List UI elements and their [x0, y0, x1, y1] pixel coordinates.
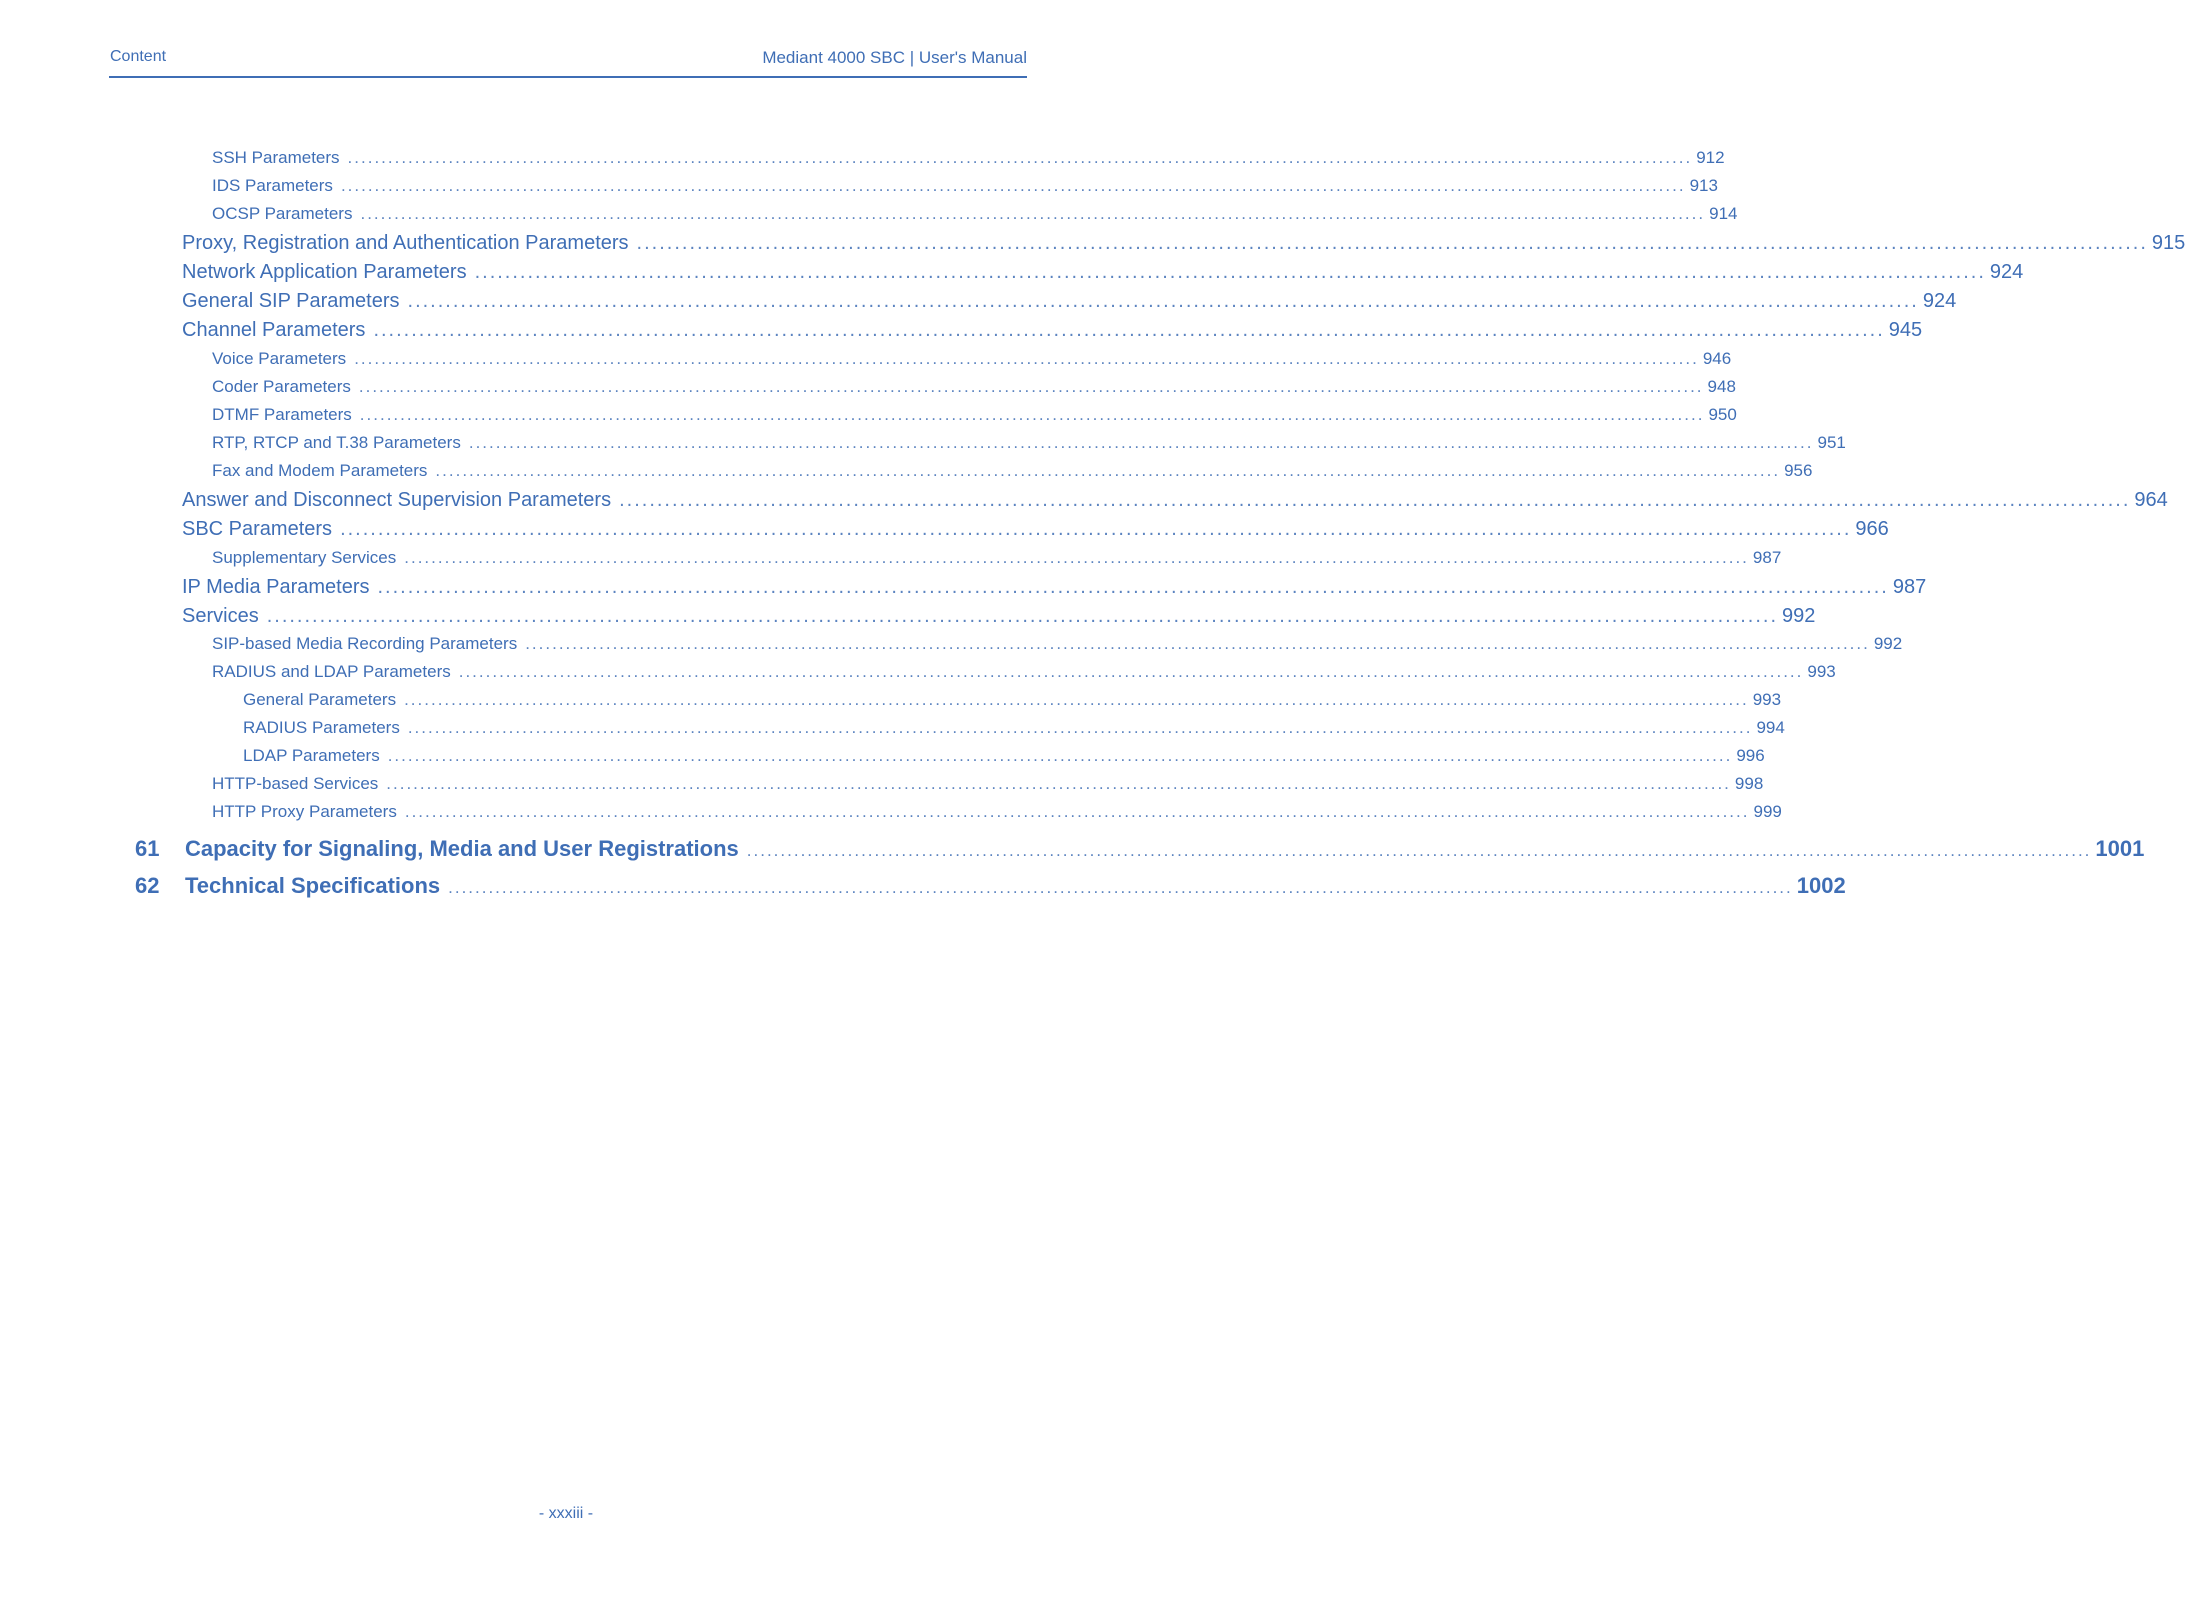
- toc-dot-leader: ........................................................................................................................................................................................................: [407, 290, 1919, 312]
- toc-entry[interactable]: [212, 433, 1846, 453]
- toc-dot-leader: ........................................................................................................................................................................................................: [347, 148, 1693, 167]
- toc-entry[interactable]: [182, 489, 2168, 512]
- toc-page-number[interactable]: 915: [2151, 232, 2185, 254]
- toc-entry[interactable]: [135, 836, 2145, 862]
- toc-entry-title[interactable]: SBC Parameters: [182, 518, 333, 540]
- toc-entry[interactable]: [212, 461, 1813, 481]
- toc-dot-leader: ........................................................................................................................................................................................................: [360, 204, 1706, 223]
- toc-entry[interactable]: [212, 176, 1718, 196]
- toc-entry[interactable]: [135, 873, 1846, 899]
- header-section-label: Content: [110, 48, 167, 65]
- header-manual-title: Mediant 4000 SBC | User's Manual: [762, 48, 1027, 67]
- toc-dot-leader: ........................................................................................................................................................................................................: [266, 605, 1779, 627]
- toc-dot-leader: ........................................................................................................................................................................................................: [358, 377, 1704, 396]
- toc-dot-leader: ........................................................................................................................................................................................................: [340, 518, 1852, 540]
- toc-page-number[interactable]: 946: [1702, 349, 1732, 368]
- toc-chapter-number: 62: [135, 873, 160, 898]
- toc-entry-title[interactable]: Proxy, Registration and Authentication Parameters: [182, 232, 629, 254]
- toc-entry[interactable]: [182, 232, 2185, 255]
- toc-page-number[interactable]: 994: [1756, 718, 1785, 737]
- toc-page-number[interactable]: 964: [2134, 489, 2168, 511]
- toc-entry[interactable]: [243, 690, 1782, 710]
- toc-page-number[interactable]: 987: [1752, 548, 1782, 567]
- toc-dot-leader: ........................................................................................................................................................................................................: [404, 690, 1749, 709]
- toc-entry-title[interactable]: Services: [182, 605, 259, 627]
- page-header: [109, 46, 1027, 78]
- toc-page-number[interactable]: 950: [1708, 405, 1737, 424]
- toc-entry[interactable]: [182, 290, 1957, 313]
- toc-dot-leader: ........................................................................................................................................................................................................: [340, 176, 1686, 195]
- toc-dot-leader: ........................................................................................................................................................................................................: [404, 548, 1749, 567]
- toc-dot-leader: ........................................................................................................................................................................................................: [636, 232, 2148, 254]
- toc-dot-leader: ........................................................................................................................................................................................................: [373, 319, 1885, 341]
- page-footer: [0, 1505, 1132, 1523]
- toc-chapter-number: 61: [135, 836, 160, 861]
- toc-entry[interactable]: [212, 802, 1782, 822]
- toc-page-number[interactable]: 1002: [1796, 873, 1846, 898]
- toc-entry-title[interactable]: SSH Parameters: [212, 148, 340, 167]
- toc-page-number[interactable]: 913: [1689, 176, 1718, 195]
- toc-entry-title[interactable]: Technical Specifications: [185, 873, 441, 898]
- toc-entry-title[interactable]: RADIUS Parameters: [243, 718, 400, 737]
- toc-dot-leader: ........................................................................................................................................................................................................: [458, 662, 1804, 681]
- toc-entry-title[interactable]: SIP-based Media Recording Parameters: [212, 634, 518, 653]
- toc-dot-leader: ........................................................................................................................................................................................................: [619, 489, 2131, 511]
- toc-dot-leader: ........................................................................................................................................................................................................: [377, 576, 1889, 598]
- toc-page-number[interactable]: 1001: [2095, 836, 2145, 861]
- footer-page-number: - xxxiii -: [538, 1505, 594, 1522]
- toc-entry[interactable]: [212, 349, 1732, 369]
- toc-entry-title[interactable]: Coder Parameters: [212, 377, 351, 396]
- toc-dot-leader: ........................................................................................................................................................................................................: [407, 718, 1753, 737]
- toc-page-number[interactable]: 992: [1782, 605, 1816, 627]
- toc-dot-leader: ........................................................................................................................................................................................................: [386, 774, 1731, 793]
- toc-page-number[interactable]: 912: [1696, 148, 1725, 167]
- toc-page-number[interactable]: 956: [1784, 461, 1813, 480]
- toc-dot-leader: ........................................................................................................................................................................................................: [359, 405, 1705, 424]
- toc-entry[interactable]: [243, 718, 1785, 738]
- toc-page-number[interactable]: 992: [1873, 634, 1903, 653]
- toc-page-number[interactable]: 987: [1892, 576, 1927, 598]
- toc-page-number[interactable]: 966: [1855, 518, 1889, 540]
- toc-page-number[interactable]: 999: [1753, 802, 1782, 821]
- toc-entry[interactable]: [182, 605, 1816, 628]
- toc-entry[interactable]: [212, 548, 1782, 568]
- toc-dot-leader: ........................................................................................................................................................................................................: [448, 878, 1793, 897]
- toc-entry-title[interactable]: OCSP Parameters: [212, 204, 353, 223]
- toc-entry[interactable]: [212, 662, 1836, 682]
- toc-entry[interactable]: [212, 377, 1736, 397]
- toc-entry-title[interactable]: RADIUS and LDAP Parameters: [212, 662, 451, 681]
- toc-dot-leader: ........................................................................................................................................................................................................: [468, 433, 1814, 452]
- toc-dot-leader: ........................................................................................................................................................................................................: [435, 461, 1781, 480]
- toc-entry-title[interactable]: Fax and Modem Parameters: [212, 461, 428, 480]
- toc-entry[interactable]: [212, 634, 1903, 654]
- toc-dot-leader: ........................................................................................................................................................................................................: [404, 802, 1750, 821]
- toc-dot-leader: ........................................................................................................................................................................................................: [387, 746, 1733, 765]
- toc-entry-title[interactable]: HTTP-based Services: [212, 774, 379, 793]
- toc-entry[interactable]: [212, 204, 1738, 224]
- toc-entry-title[interactable]: Channel Parameters: [182, 319, 366, 341]
- toc-entry-title[interactable]: General SIP Parameters: [182, 290, 400, 312]
- toc-page-number[interactable]: 924: [1989, 261, 2024, 283]
- toc-dot-leader: ........................................................................................................................................................................................................: [746, 841, 2092, 860]
- toc-entry[interactable]: [212, 148, 1725, 168]
- toc-entry-title[interactable]: DTMF Parameters: [212, 405, 352, 424]
- toc-page-number[interactable]: 948: [1707, 377, 1736, 396]
- toc-entry-title[interactable]: Supplementary Services: [212, 548, 397, 567]
- toc-page-number[interactable]: 951: [1817, 433, 1846, 452]
- toc-entry-title[interactable]: IP Media Parameters: [182, 576, 370, 598]
- toc-entry-title[interactable]: HTTP Proxy Parameters: [212, 802, 397, 821]
- toc-page-number[interactable]: 993: [1752, 690, 1782, 709]
- toc-page-number[interactable]: 914: [1709, 204, 1738, 223]
- toc-entry-title[interactable]: Network Application Parameters: [182, 261, 467, 283]
- toc-entry-title[interactable]: General Parameters: [243, 690, 397, 709]
- toc-page-number[interactable]: 945: [1888, 319, 1923, 341]
- toc-entry[interactable]: [182, 261, 2024, 284]
- toc-page-number[interactable]: 996: [1736, 746, 1765, 765]
- toc-entry-title[interactable]: Capacity for Signaling, Media and User Registrations: [185, 836, 739, 861]
- toc-entry[interactable]: [243, 746, 1765, 766]
- toc-page-number[interactable]: 998: [1734, 774, 1764, 793]
- toc-entry-title[interactable]: Voice Parameters: [212, 349, 347, 368]
- toc-entry[interactable]: [212, 774, 1764, 794]
- toc-entry[interactable]: [182, 576, 1927, 599]
- toc-page-number[interactable]: 924: [1922, 290, 1957, 312]
- toc-entry[interactable]: [182, 319, 1923, 342]
- toc-page-number[interactable]: 993: [1807, 662, 1836, 681]
- toc-dot-leader: ........................................................................................................................................................................................................: [474, 261, 1986, 283]
- toc-dot-leader: ........................................................................................................................................................................................................: [354, 349, 1699, 368]
- toc-entry-title[interactable]: Answer and Disconnect Supervision Parameters: [182, 489, 612, 511]
- toc-entry-title[interactable]: LDAP Parameters: [243, 746, 380, 765]
- toc-entry-title[interactable]: IDS Parameters: [212, 176, 333, 195]
- toc-entry[interactable]: [182, 518, 1889, 541]
- toc-dot-leader: ........................................................................................................................................................................................................: [525, 634, 1870, 653]
- toc-entry[interactable]: [212, 405, 1737, 425]
- toc-entry-title[interactable]: RTP, RTCP and T.38 Parameters: [212, 433, 461, 452]
